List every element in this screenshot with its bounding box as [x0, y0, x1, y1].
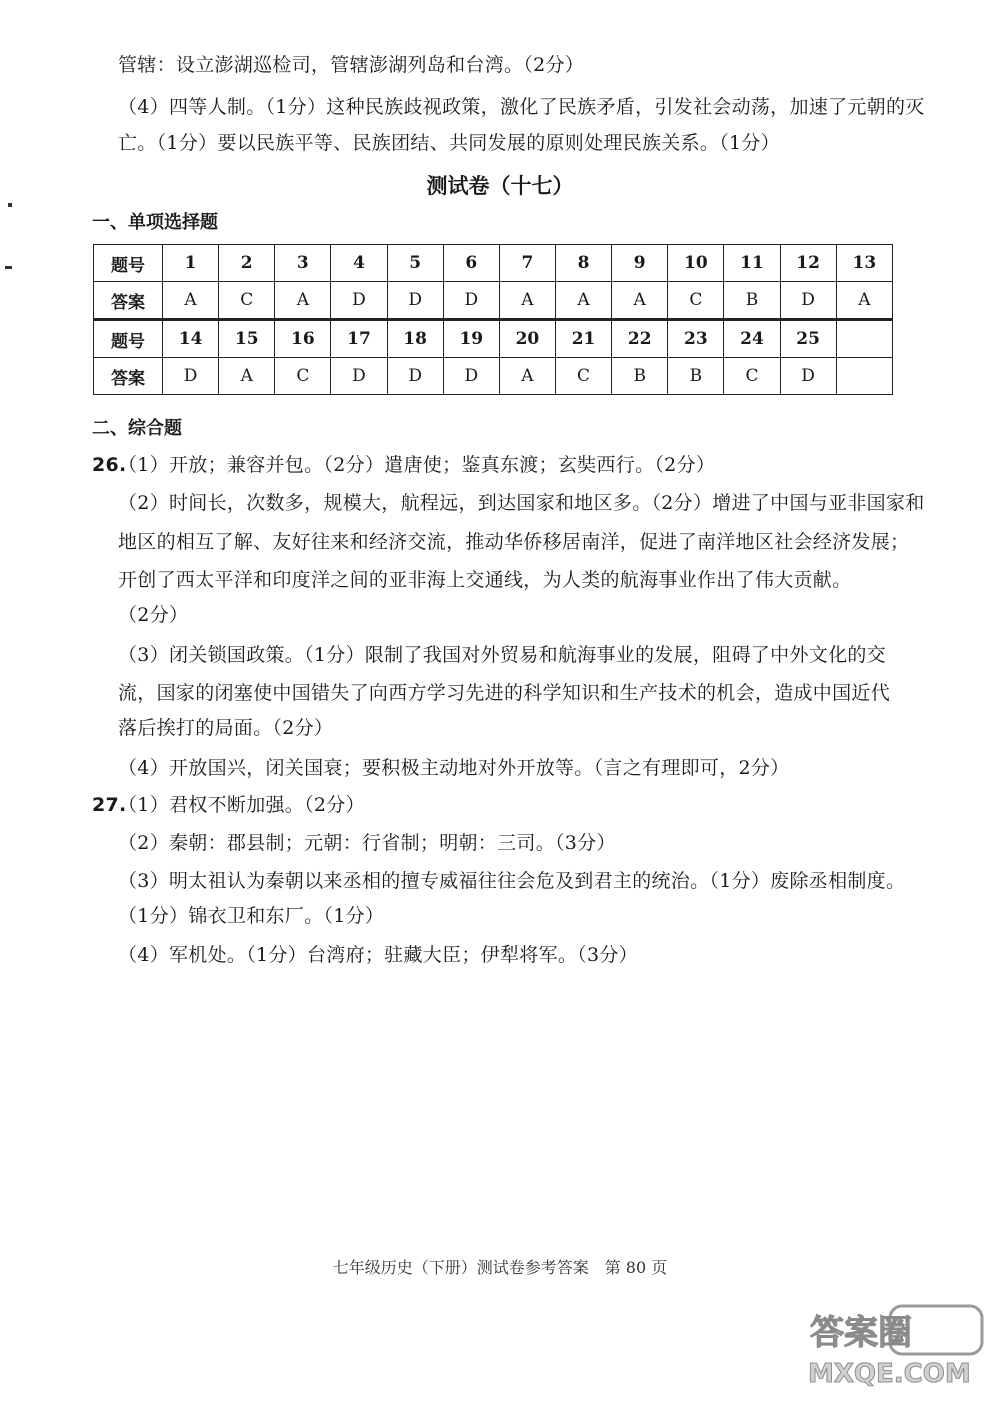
question-number: 11 [724, 245, 780, 282]
answer-cell: D [780, 282, 836, 320]
question-number: 9 [612, 245, 668, 282]
page-footer: 七年级历史（下册）测试卷参考答案 第 80 页 [332, 1258, 668, 1277]
answer-cell: B [612, 358, 668, 395]
answer-cell: D [387, 358, 443, 395]
empty-cell [836, 358, 892, 395]
watermark-logo [790, 1300, 990, 1390]
answer-cell: D [443, 358, 499, 395]
text-line: 流，国家的闭塞使中国错失了向西方学习先进的科学知识和生产技术的机会，造成中国近代 [118, 682, 891, 704]
row-label: 答案 [94, 282, 163, 320]
table-row [94, 282, 893, 320]
scan-speck [8, 203, 12, 207]
answer-cell: A [499, 358, 555, 395]
answer-cell: D [163, 358, 219, 395]
question-number: 10 [668, 245, 724, 282]
text-line: （4）开放国兴，闭关国衰；要积极主动地对外开放等。（言之有理即可，2分） [118, 757, 790, 779]
answer-cell: A [836, 282, 892, 320]
answer-cell: A [612, 282, 668, 320]
section-heading: 一、单项选择题 [92, 212, 218, 233]
question-number: 18 [387, 320, 443, 358]
question-number: 2 [219, 245, 275, 282]
question-number: 16 [275, 320, 331, 358]
text-line: （4）四等人制。（1分）这种民族歧视政策，激化了民族矛盾，引发社会动荡，加速了元朝的灭 [118, 96, 925, 118]
text-line: 亡。（1分）要以民族平等、民族团结、共同发展的原则处理民族关系。（1分） [118, 132, 780, 154]
text-line: （3）明太祖认为秦朝以来丞相的擅专威福往往会危及到君主的统治。（1分）废除丞相制度。 [118, 870, 906, 892]
watermark-url: MXQE.COM [808, 1359, 971, 1389]
text-line: 管辖：设立澎湖巡检司，管辖澎湖列岛和台湾。（2分） [118, 54, 585, 76]
watermark-icon [790, 1300, 990, 1390]
question-number: 20 [499, 320, 555, 358]
text-line: （2）秦朝：郡县制；元朝：行省制；明朝：三司。（3分） [118, 832, 616, 854]
question-number: 23 [668, 320, 724, 358]
question-number: 19 [443, 320, 499, 358]
question-number: 22 [612, 320, 668, 358]
question-number: 17 [331, 320, 387, 358]
question-number: 26. [92, 454, 127, 476]
question-number: 14 [163, 320, 219, 358]
question-number: 6 [443, 245, 499, 282]
question-number: 3 [275, 245, 331, 282]
test-title: 测试卷（十七） [426, 174, 574, 198]
answer-cell: C [668, 282, 724, 320]
text-line: 开创了西太平洋和印度洋之间的亚非海上交通线，为人类的航海事业作出了伟大贡献。 [118, 569, 852, 591]
answer-cell: C [555, 358, 611, 395]
watermark-text: 答案圈 [810, 1313, 912, 1353]
answer-cell: B [724, 282, 780, 320]
answer-cell: D [443, 282, 499, 320]
text-line: （4）军机处。（1分）台湾府；驻藏大臣；伊犁将军。（3分） [118, 944, 638, 966]
answer-cell: D [331, 282, 387, 320]
scan-speck [5, 266, 12, 269]
answer-cell: A [499, 282, 555, 320]
row-label: 题号 [94, 245, 163, 282]
question-number: 8 [555, 245, 611, 282]
question-number: 25 [780, 320, 836, 358]
text-line: 落后挨打的局面。（2分） [118, 717, 334, 739]
section-heading: 二、综合题 [92, 418, 182, 439]
question-number: 13 [836, 245, 892, 282]
answer-cell: A [275, 282, 331, 320]
question-number: 4 [331, 245, 387, 282]
text-line: （3）闭关锁国政策。（1分）限制了我国对外贸易和航海事业的发展，阻碍了中外文化的交 [118, 644, 886, 666]
question-number: 24 [724, 320, 780, 358]
text-line: （2）时间长，次数多，规模大，航程远，到达国家和地区多。（2分）增进了中国与亚非国家和 [118, 492, 925, 514]
text-line: （2分） [118, 604, 189, 626]
answer-cell: A [163, 282, 219, 320]
question-number: 27. [92, 794, 127, 816]
answer-cell: D [387, 282, 443, 320]
text-line: 地区的相互了解、友好往来和经济交流，推动华侨移居南洋，促进了南洋地区社会经济发展； [118, 531, 910, 553]
answer-cell: B [668, 358, 724, 395]
answer-cell: A [555, 282, 611, 320]
text-line: （1）君权不断加强。（2分） [118, 794, 365, 816]
text-line: （1分）锦衣卫和东厂。（1分） [118, 905, 385, 927]
question-number: 1 [163, 245, 219, 282]
table-row [94, 320, 893, 358]
answer-cell: A [219, 358, 275, 395]
answer-cell: D [331, 358, 387, 395]
table-row [94, 358, 893, 395]
row-label: 题号 [94, 320, 163, 358]
text-line: （1）开放；兼容并包。（2分）遣唐使；鉴真东渡；玄奘西行。（2分） [118, 454, 716, 476]
empty-cell [836, 320, 892, 358]
answer-cell: C [275, 358, 331, 395]
question-number: 15 [219, 320, 275, 358]
answer-cell: D [780, 358, 836, 395]
question-number: 5 [387, 245, 443, 282]
question-number: 21 [555, 320, 611, 358]
answer-cell: C [219, 282, 275, 320]
answer-table [93, 244, 893, 395]
table-row [94, 245, 893, 282]
row-label: 答案 [94, 358, 163, 395]
question-number: 12 [780, 245, 836, 282]
question-number: 7 [499, 245, 555, 282]
answer-cell: C [724, 358, 780, 395]
